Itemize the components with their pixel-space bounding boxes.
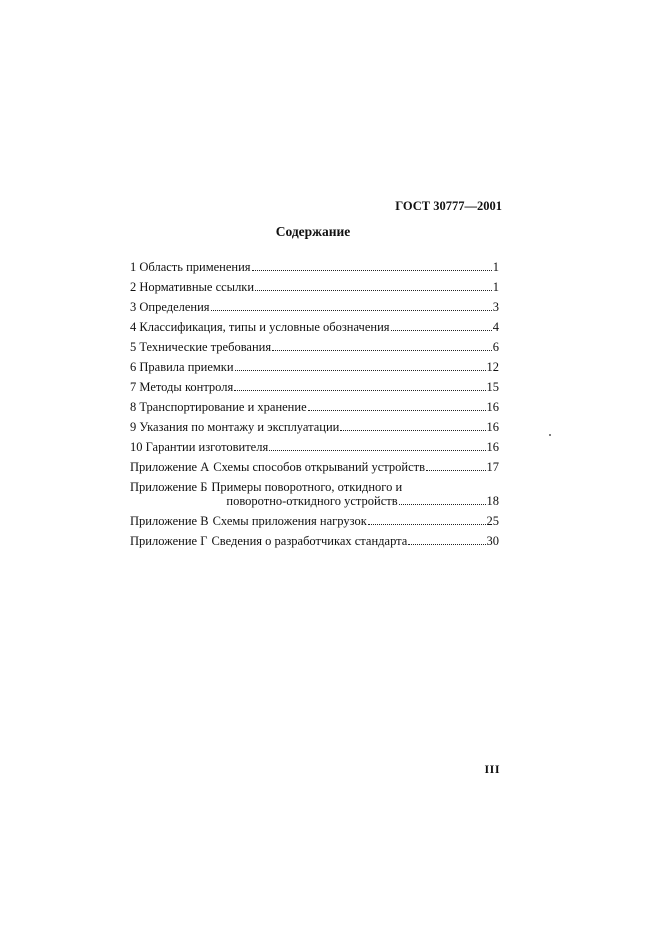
appendix-prefix: Приложение А [130, 460, 210, 474]
dot-leader [399, 495, 486, 505]
dot-leader [391, 321, 492, 331]
toc-entry-1 [130, 260, 499, 274]
toc-entry-label: 3 Определения [130, 300, 210, 314]
dot-leader [269, 441, 485, 451]
toc-entry-page: 1 [492, 280, 499, 294]
page-number: III [484, 762, 500, 776]
toc-entry-page: 16 [486, 400, 499, 414]
dot-leader [340, 421, 485, 431]
appendix-page: 17 [486, 460, 499, 474]
toc-entry-page: 4 [492, 320, 499, 334]
toc-entry-label: 4 Классификация, типы и условные обозначения [130, 320, 390, 334]
appendix-page: 25 [486, 514, 499, 528]
toc-appendix-g [130, 534, 499, 548]
dot-leader [308, 401, 486, 411]
toc-entry-label: 5 Технические требования [130, 340, 272, 354]
dot-leader [234, 381, 485, 391]
dot-leader [211, 301, 492, 311]
toc-entry-page: 3 [492, 300, 499, 314]
toc-entry-page: 6 [492, 340, 499, 354]
toc-entry-9 [130, 420, 499, 434]
toc-entry-page: 16 [486, 420, 499, 434]
toc-entry-page: 15 [486, 380, 499, 394]
dot-leader [255, 281, 492, 291]
dot-leader [368, 515, 486, 525]
toc-entry-4 [130, 320, 499, 334]
appendix-page: 30 [486, 534, 499, 548]
toc-entry-label: 8 Транспортирование и хранение [130, 400, 307, 414]
toc-entry-page: 1 [492, 260, 499, 274]
appendix-title: Примеры поворотного, откидного и [211, 480, 403, 494]
appendix-title: Схемы приложения нагрузок [212, 514, 367, 528]
toc-appendix-v [130, 514, 499, 528]
toc-entry-2 [130, 280, 499, 294]
dot-leader [272, 341, 492, 351]
appendix-title-continued: поворотно-откидного устройств [226, 494, 398, 508]
toc-entry-8 [130, 400, 499, 414]
appendix-title: Схемы способов открываний устройств [213, 460, 426, 474]
dot-leader [426, 461, 485, 471]
dot-leader [235, 361, 486, 371]
appendix-prefix: Приложение Г [130, 534, 208, 548]
appendix-prefix: Приложение В [130, 514, 209, 528]
toc-appendix-b [130, 480, 499, 508]
toc-entry-label: 1 Область применения [130, 260, 251, 274]
toc-entry-page: 16 [486, 440, 499, 454]
toc-entry-label: 10 Гарантии изготовителя [130, 440, 269, 454]
toc-entry-label: 9 Указания по монтажу и эксплуатации [130, 420, 340, 434]
dot-leader [252, 261, 492, 271]
dot-leader [408, 535, 485, 545]
toc-entry-6 [130, 360, 499, 374]
toc-entry-label: 6 Правила приемки [130, 360, 234, 374]
toc-entry-label: 7 Методы контроля [130, 380, 234, 394]
toc-entry-3 [130, 300, 499, 314]
document-code: ГОСТ 30777—2001 [395, 199, 502, 213]
toc-entry-7 [130, 380, 499, 394]
toc-entry-5 [130, 340, 499, 354]
toc-entry-label: 2 Нормативные ссылки [130, 280, 255, 294]
toc-appendix-a [130, 460, 499, 474]
table-of-contents [130, 260, 499, 554]
toc-entry-page: 12 [486, 360, 499, 374]
appendix-title: Сведения о разработчиках стандарта [211, 534, 408, 548]
scan-speck [549, 434, 551, 436]
appendix-page: 18 [486, 494, 499, 508]
toc-entry-10 [130, 440, 499, 454]
appendix-prefix: Приложение Б [130, 480, 208, 494]
toc-title: Содержание [275, 224, 351, 239]
